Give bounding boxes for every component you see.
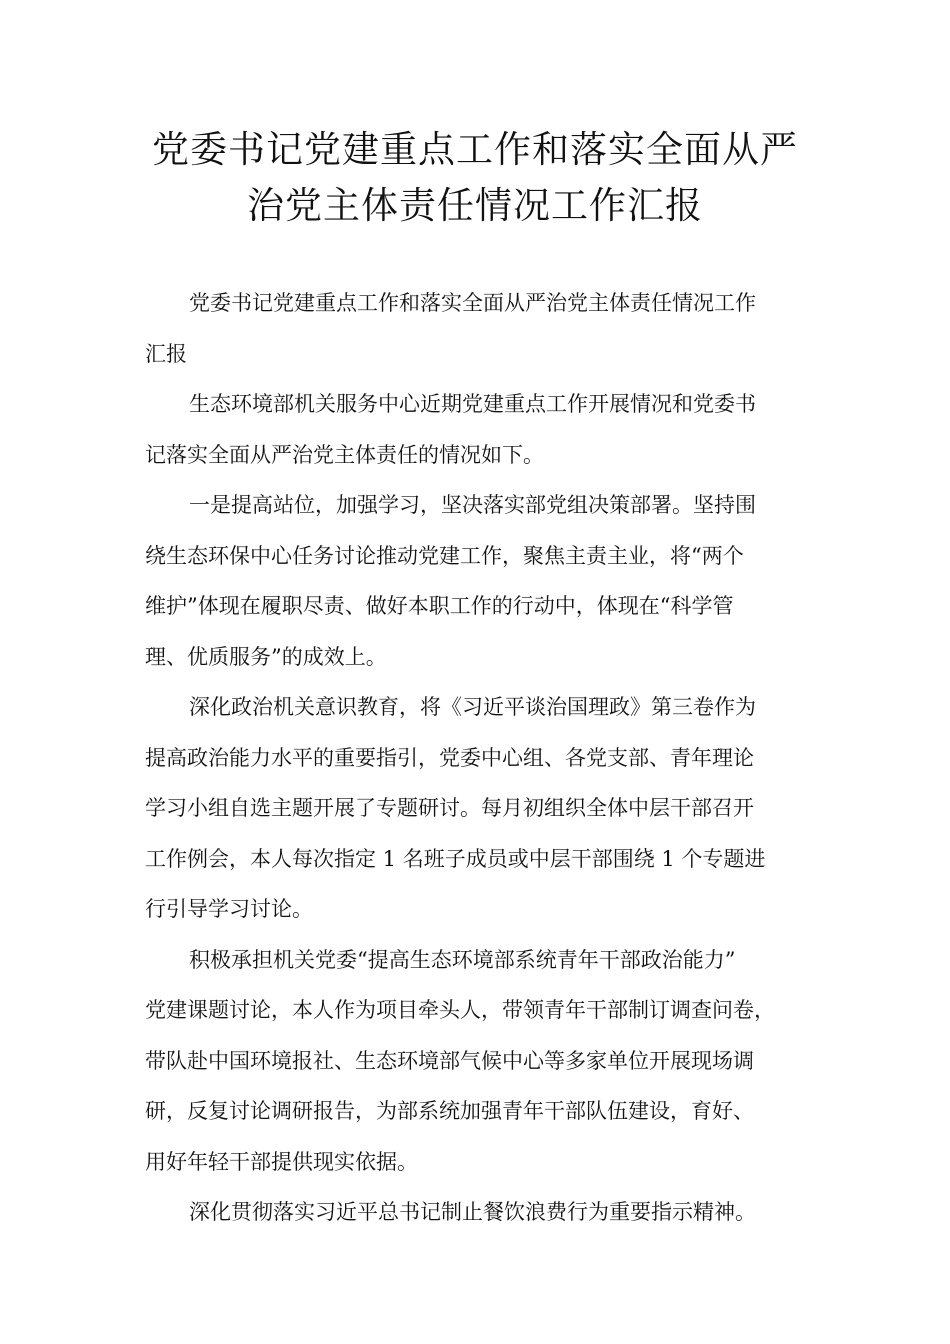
title-line-1: 党委书记党建重点工作和落实全面从严 <box>152 128 798 171</box>
paragraph-line: 工作例会，本人每次指定 1 名班子成员或中层干部围绕 1 个专题进 <box>145 846 766 871</box>
paragraph-line: 汇报 <box>145 341 187 366</box>
paragraph-line: 绕生态环保中心任务讨论推动党建工作，聚焦主责主业，将“两个 <box>145 543 744 568</box>
paragraph-line: 一是提高站位，加强学习，坚决落实部党组决策部署。坚持围 <box>189 493 756 517</box>
paragraph-2 <box>145 379 807 480</box>
paragraph-line: 党建课题讨论，本人作为项目牵头人，带领青年干部制订调查问卷， <box>145 998 775 1022</box>
paragraph-1 <box>145 278 807 379</box>
paragraph-line: 学习小组自选主题开展了专题研讨。每月初组织全体中层干部召开 <box>145 796 754 820</box>
paragraph-5 <box>145 935 807 1188</box>
document-body <box>145 278 807 1238</box>
title-line-2: 治党主体责任情况工作汇报 <box>247 184 703 227</box>
paragraph-line: 理、优质服务”的成效上。 <box>145 644 387 669</box>
paragraph-line: 生态环境部机关服务中心近期党建重点工作开展情况和党委书 <box>189 392 756 416</box>
paragraph-line: 带队赴中国环境报社、生态环境部气候中心等多家单位开展现场调 <box>145 1048 754 1073</box>
paragraph-line: 记落实全面从严治党主体责任的情况如下。 <box>145 442 544 467</box>
paragraph-line: 行引导学习讨论。 <box>145 897 313 921</box>
paragraph-line: 维护”体现在履职尽责、做好本职工作的行动中，体现在“科学管 <box>145 594 734 618</box>
paragraph-3 <box>145 480 807 682</box>
paragraph-line: 提高政治能力水平的重要指引，党委中心组、各党支部、青年理论 <box>145 745 754 770</box>
document-title <box>100 122 850 234</box>
paragraph-line: 深化贯彻落实习近平总书记制止餐饮浪费行为重要指示精神。 <box>189 1200 756 1224</box>
paragraph-6 <box>145 1187 807 1238</box>
paragraph-4 <box>145 682 807 935</box>
paragraph-line: 深化政治机关意识教育，将《习近平谈治国理政》第三卷作为 <box>189 695 756 719</box>
paragraph-line: 研，反复讨论调研报告，为部系统加强青年干部队伍建设，育好、 <box>145 1099 754 1123</box>
paragraph-line: 用好年轻干部提供现实依据。 <box>145 1149 418 1174</box>
paragraph-line: 党委书记党建重点工作和落实全面从严治党主体责任情况工作 <box>189 291 756 315</box>
paragraph-line: 积极承担机关党委“提高生态环境部系统青年干部政治能力” <box>189 947 736 972</box>
